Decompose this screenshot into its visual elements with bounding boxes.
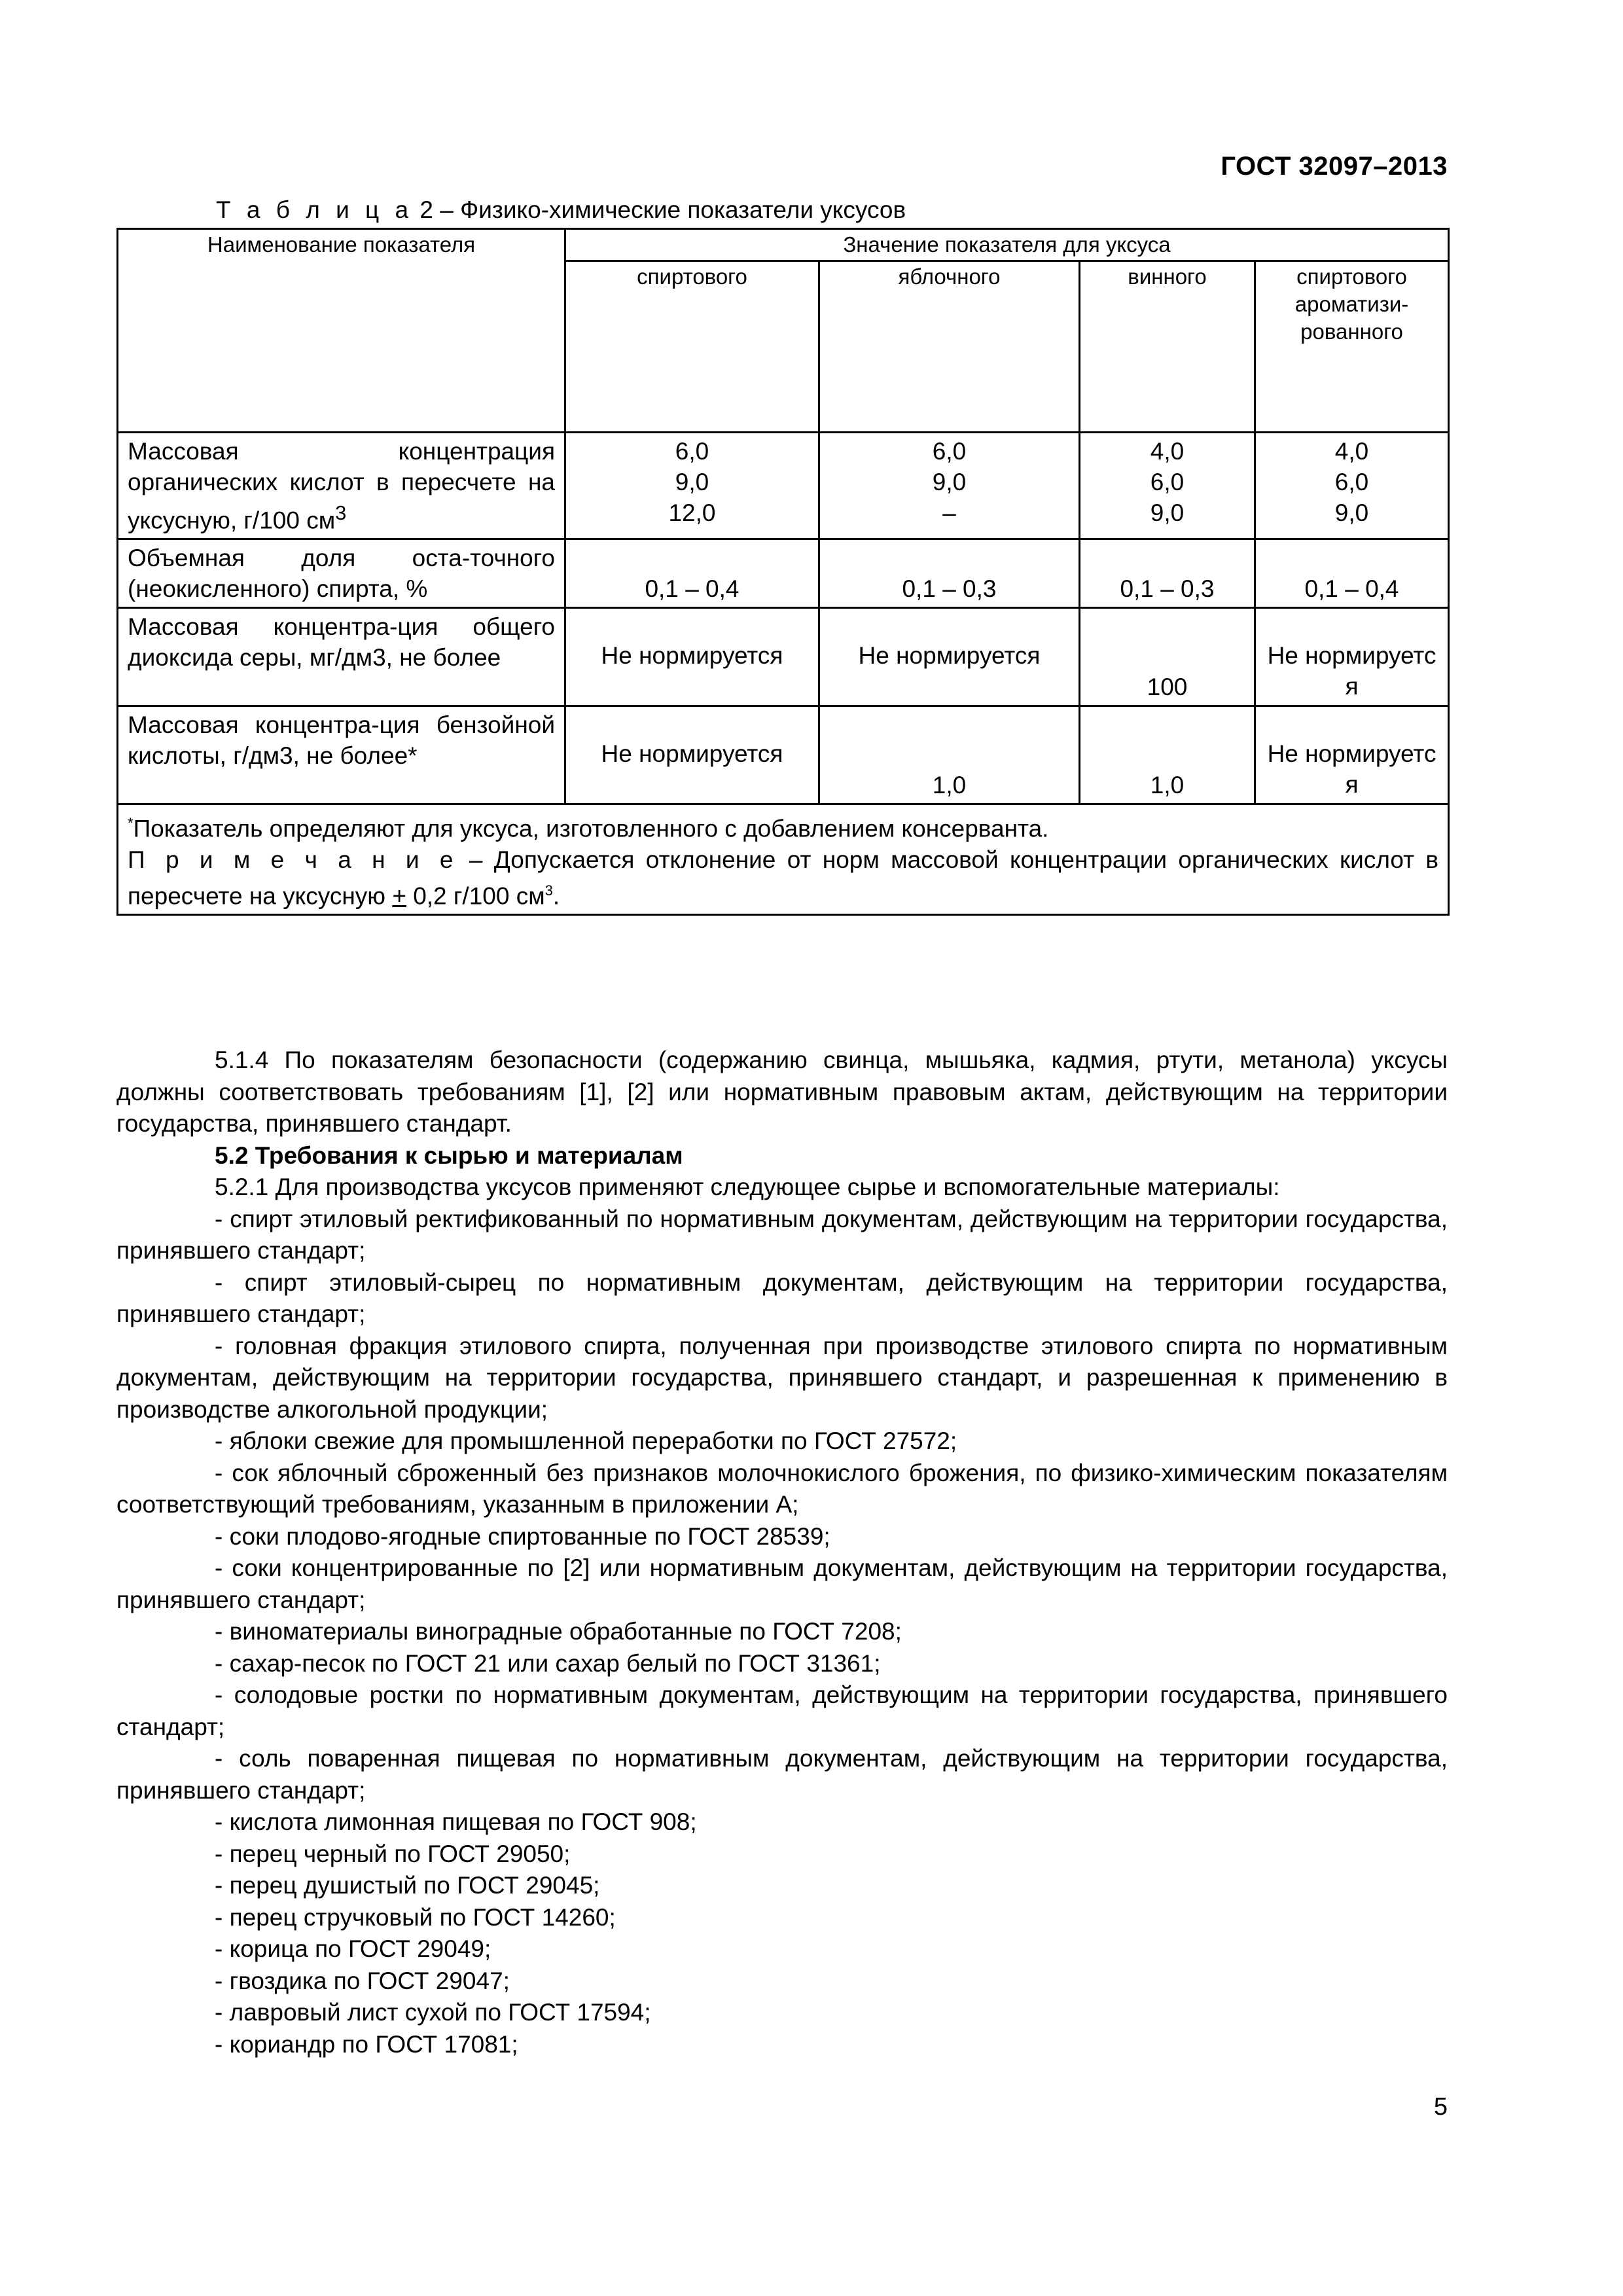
table-caption-word: Т а б л и ц а [216,196,414,223]
cell-value: 4,0 6,0 9,0 [1080,433,1255,539]
cell-value: Не нормируется [819,608,1080,706]
cell-value: Не нормируется [565,608,819,706]
table-footnote-cell [118,804,1449,915]
footnote [128,808,1438,844]
footnote-mark: * [128,815,134,832]
standard-header: ГОСТ 32097–2013 [1221,152,1448,181]
list-item: - корица по ГОСТ 29049; [215,1935,491,1962]
table-row [118,706,1449,804]
list-item: - сахар-песок по ГОСТ 21 или сахар белый по ГОСТ 31361; [215,1649,881,1677]
list-item: - перец душистый по ГОСТ 29045; [215,1872,600,1899]
note-text: – Допускается отклонение от норм массовой концентрации органических кислот в пересчете на уксусную [128,846,1439,909]
table-caption-title: 2 – Физико-химические показатели уксусов [413,196,906,223]
row-name: Массовая концентра-ция бензойной кислоты, г/дм3, не более* [118,706,565,804]
cell-value: 1,0 [819,706,1080,804]
row-name-text: Массовая концентрация органических кислот в пересчете на уксусную, г/100 см [128,438,555,534]
list-item: - соки концентрированные по [2] или нормативным документам, действующим на территории государства, принявшего стандарт; [116,1554,1448,1613]
cell-value: 0,1 – 0,3 [819,539,1080,608]
col-header-spirit-aromatized: спиртового ароматизи-рованного [1255,261,1449,433]
cell-value: 0,1 – 0,4 [1255,539,1449,608]
cell-value: 4,0 6,0 9,0 [1255,433,1449,539]
note-plus-minus: + [392,882,406,909]
cell-value: 1,0 [1080,706,1255,804]
list-item: - сок яблочный сброженный без признаков молочнокислого брожения, по физико-химическим показателям соответствующий требованиям, указанным в приложении А; [116,1459,1448,1518]
col-group-header: Значение показателя для уксуса [565,229,1449,261]
list-item: - кориандр по ГОСТ 17081; [215,2030,518,2058]
cell-value: Не нормируется [565,706,819,804]
list-item: - солодовые ростки по нормативным документам, действующим на территории государства, принявшего стандарт; [116,1681,1448,1740]
paragraph-5-2-1: 5.2.1 Для производства уксусов применяют следующее сырье и вспомогательные материалы: [215,1174,1280,1200]
cell-value: 6,0 9,0 12,0 [565,433,819,539]
list-item: - виноматериалы виноградные обработанные по ГОСТ 7208; [215,1618,902,1645]
cell-value: 0,1 – 0,4 [565,539,819,608]
cell-value: 6,0 9,0 – [819,433,1080,539]
table-header-row [118,229,1449,261]
body-text [116,1045,1448,2060]
list-item: - спирт этиловый ректификованный по нормативным документам, действующим на территории государства, принявшего стандарт; [116,1205,1448,1264]
note-tail: 0,2 г/100 см [406,882,545,909]
list-item: - лавровый лист сухой по ГОСТ 17594; [215,1999,651,2026]
cell-value: 100 [1080,608,1255,706]
cell-value: Не нормируетс я [1255,608,1449,706]
row-name [118,433,565,539]
list-item: - гвоздика по ГОСТ 29047; [215,1967,510,1994]
list-item: - кислота лимонная пищевая по ГОСТ 908; [215,1808,697,1835]
list-item: - перец черный по ГОСТ 29050; [215,1840,571,1867]
table-row [118,608,1449,706]
table-note [128,844,1438,911]
list-item: - яблоки свежие для промышленной переработки по ГОСТ 27572; [215,1427,957,1454]
cell-value: 0,1 – 0,3 [1080,539,1255,608]
cell-value: Не нормируетс я [1255,706,1449,804]
note-end: . [552,882,560,909]
list-item: - головная фракция этилового спирта, полученная при производстве этилового спирта по нормативным документам, действующим на территории государства, принявшего стандарт, и разрешенная к применению в производстве алкогольной продукции; [116,1332,1448,1423]
physico-chemical-table [116,228,1450,916]
list-item: - перец стручковый по ГОСТ 14260; [215,1903,616,1931]
col-header-spirit: спиртового [565,261,819,433]
col-header-wine: винного [1080,261,1255,433]
row-name-sup: 3 [335,501,347,524]
row-name: Массовая концентра-ция общего диоксида серы, мг/дм3, не более [118,608,565,706]
list-item: - соль поваренная пищевая по нормативным документам, действующим на территории государства, принявшего стандарт; [116,1745,1448,1804]
col-name-header: Наименование показателя [118,229,565,433]
table-caption [216,196,906,224]
list-item: - спирт этиловый-сырец по нормативным документам, действующим на территории государства, принявшего стандарт; [116,1268,1448,1327]
list-item: - соки плодово-ягодные спиртованные по ГОСТ 28539; [215,1522,830,1550]
table-row [118,539,1449,608]
section-title-5-2: 5.2 Требования к сырью и материалам [215,1141,683,1169]
table-footnote-row [118,804,1449,915]
col-header-apple: яблочного [819,261,1080,433]
page-number: 5 [1433,2093,1448,2121]
note-word: П р и м е ч а н и е [128,846,458,873]
table-row [118,433,1449,539]
note-sup: 3 [544,882,553,899]
row-name: Объемная доля оста-точного (неокисленного) спирта, % [118,539,565,608]
footnote-text: Показатель определяют для уксуса, изготовленного с добавлением консерванта. [133,815,1049,842]
paragraph-5-1-4: 5.1.4 По показателям безопасности (содержанию свинца, мышьяка, кадмия, ртути, метанола) уксусы должны соответствовать требованиям [1], [2] или нормативным правовым актам, действующим на территории государства, принявшего стандарт. [116,1047,1448,1137]
